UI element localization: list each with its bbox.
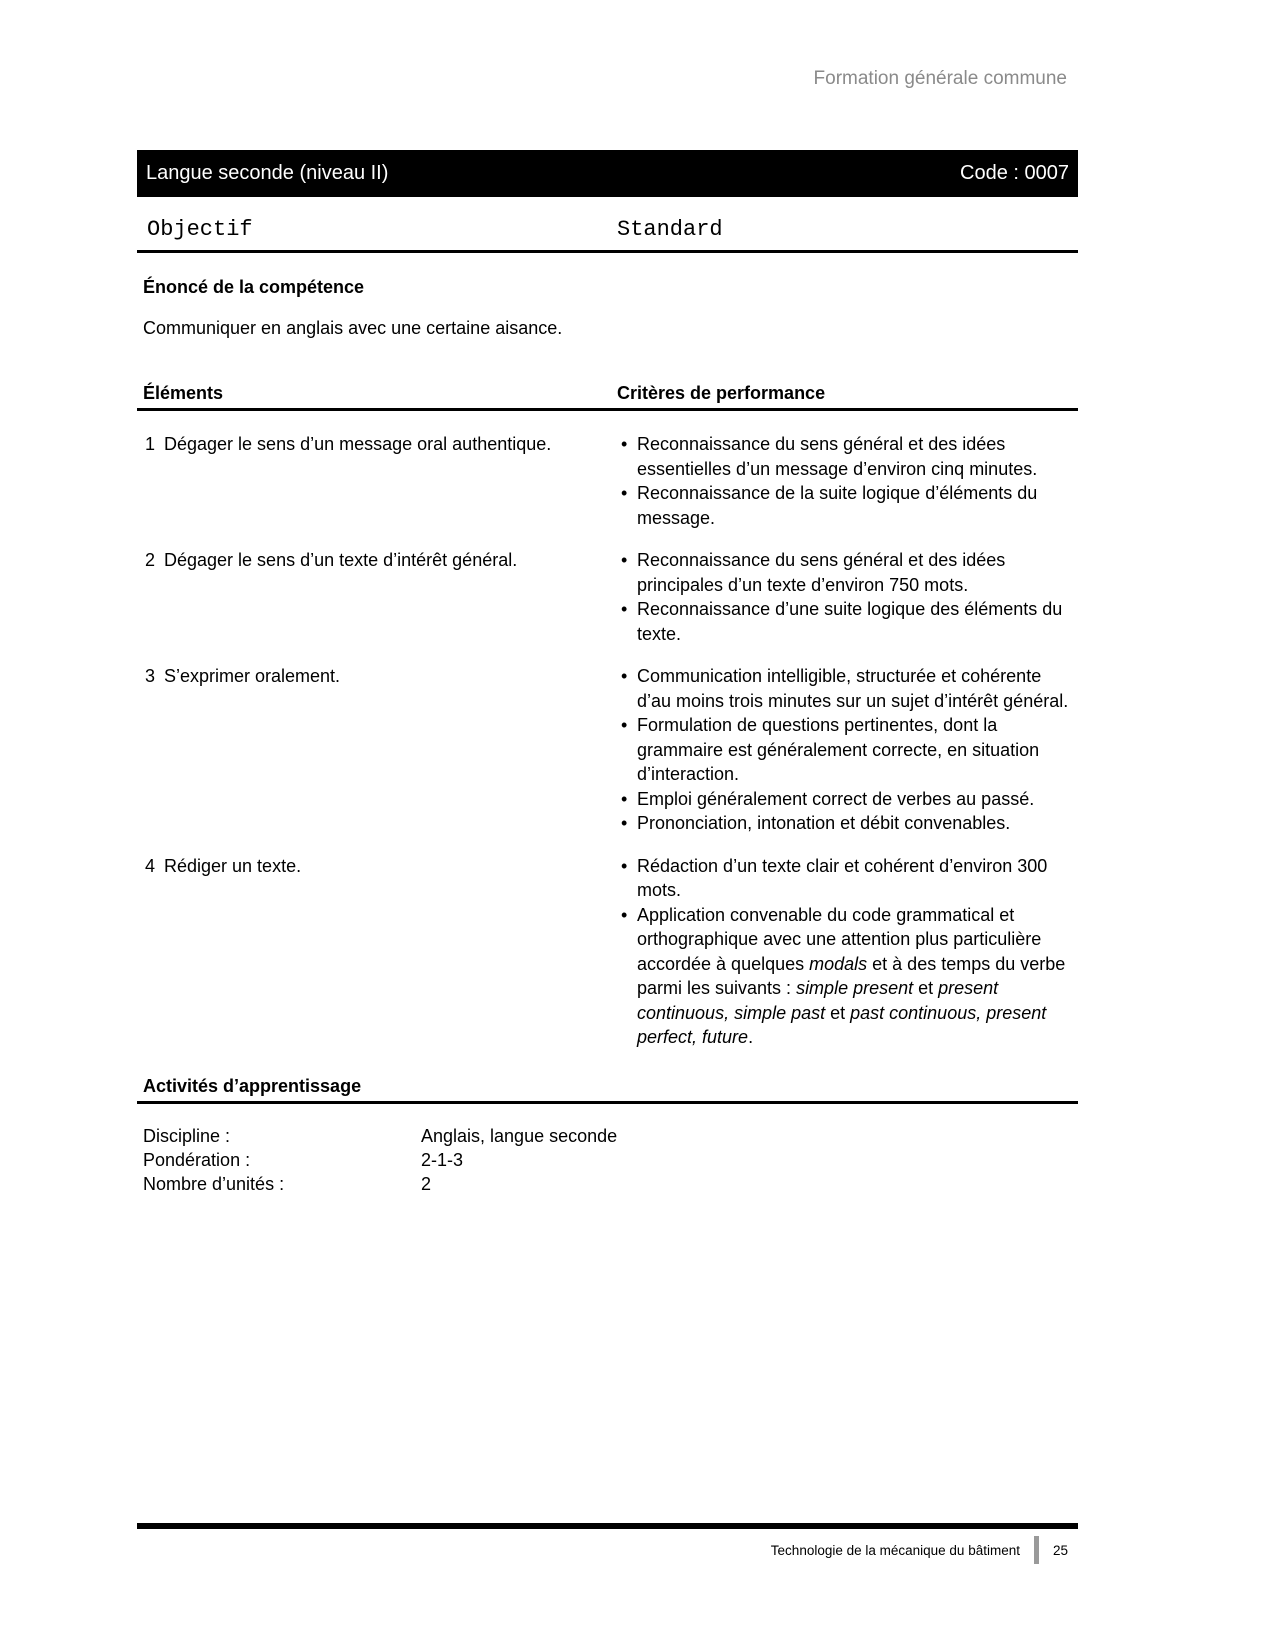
course-banner: [137, 150, 1078, 197]
page-content: [137, 0, 1078, 1196]
criteria-text: et: [913, 978, 939, 998]
criteria-item: [617, 432, 1078, 481]
criteria-item: [617, 903, 1078, 1050]
bullet-icon: •: [621, 550, 628, 570]
footer-program: Technologie de la mécanique du bâtiment: [770, 1542, 1020, 1558]
element-text: S’exprimer oralement.: [164, 666, 341, 686]
criteria-text: Reconnaissance du sens général et des idées essentielles d’un message d’environ cinq minutes.: [637, 434, 1038, 479]
element-number: 1: [145, 434, 156, 454]
bullet-icon: •: [621, 666, 628, 686]
criteria-text: Reconnaissance du sens général et des idées principales d’un texte d’environ 750 mots.: [637, 550, 1006, 595]
element-text: Dégager le sens d’un message oral authentique.: [164, 434, 552, 454]
bullet-icon: •: [621, 715, 628, 735]
running-header: Formation générale commune: [813, 68, 1067, 89]
footer-separator-bar: [1034, 1536, 1039, 1564]
field-value: 2-1-3: [421, 1149, 464, 1170]
criteria-text: et: [825, 1002, 851, 1023]
criteria-text: .: [748, 1027, 754, 1047]
criteria-italic-text: simple present: [796, 978, 914, 998]
criteria-list: [617, 854, 1078, 1050]
competence-statement: Communiquer en anglais avec une certaine aisance.: [143, 318, 563, 338]
criteria-text: Formulation de questions pertinentes, dont la grammaire est généralement correcte, en situation d’interaction.: [637, 715, 1040, 784]
bullet-icon: •: [621, 434, 628, 454]
criteria-item: [617, 811, 1078, 836]
elements-column-header: Éléments: [143, 383, 224, 403]
footer-page-number: 25: [1052, 1542, 1068, 1558]
criteria-list: [617, 432, 1078, 530]
element-number: 2: [145, 550, 156, 570]
activites-divider: [137, 1101, 1078, 1104]
activites-fields: [137, 1124, 1078, 1196]
criteria-text: Rédaction d’un texte clair et cohérent d’environ 300 mots.: [637, 855, 1048, 900]
top-divider: [137, 250, 1078, 253]
criteria-item: [617, 713, 1078, 787]
element-cell: [137, 854, 617, 1050]
criteria-text: Emploi généralement correct de verbes au passé.: [637, 788, 1035, 809]
criteria-item: [617, 664, 1078, 713]
criteria-text: Communication intelligible, structurée et cohérente d’au moins trois minutes sur un sujet d’intérêt général.: [637, 666, 1069, 711]
bullet-icon: •: [621, 483, 628, 503]
field-label: Nombre d’unités :: [143, 1173, 285, 1194]
table-row: [137, 432, 1078, 530]
criteria-italic-text: modals: [809, 953, 868, 974]
bullet-icon: •: [621, 599, 628, 619]
bullet-icon: •: [621, 813, 628, 833]
element-cell: [137, 432, 617, 530]
competence-heading: Énoncé de la compétence: [143, 277, 365, 297]
criteria-item: [617, 787, 1078, 812]
objectif-label: Objectif: [147, 217, 253, 242]
criteria-text: et à des temps du verbe parmi les suivants :: [637, 953, 1066, 998]
criteres-column-header: Critères de performance: [617, 383, 826, 403]
element-text: Rédiger un texte.: [164, 855, 302, 876]
criteria-italic-text: present continuous, simple past: [637, 978, 999, 1023]
field-row: [137, 1124, 1078, 1148]
element-number: 4: [145, 855, 156, 876]
criteria-text: Prononciation, intonation et débit convenables.: [637, 813, 1011, 833]
element-cell: [137, 548, 617, 646]
footer-divider: [137, 1523, 1078, 1529]
criteria-text: Reconnaissance de la suite logique d’éléments du message.: [637, 483, 1038, 528]
field-value: Anglais, langue seconde: [421, 1125, 618, 1146]
objectif-standard-row: [137, 217, 1078, 245]
criteria-text: Reconnaissance d’une suite logique des éléments du texte.: [637, 599, 1063, 644]
element-text: Dégager le sens d’un texte d’intérêt général.: [164, 550, 518, 570]
criteria-list: [617, 664, 1078, 836]
table-row: [137, 664, 1078, 836]
bullet-icon: •: [621, 904, 628, 925]
criteria-italic-text: past continuous, present perfect, future: [637, 1002, 1047, 1047]
page-footer: [137, 1523, 1078, 1564]
table-header-divider: [137, 408, 1078, 411]
standard-label: Standard: [617, 217, 723, 242]
criteria-item: [617, 597, 1078, 646]
table-row: [137, 854, 1078, 1050]
element-cell: [137, 664, 617, 836]
footer-line: [137, 1536, 1078, 1564]
bullet-icon: •: [621, 788, 628, 809]
banner-code: Code : 0007: [960, 162, 1069, 184]
field-label: Discipline :: [143, 1125, 231, 1146]
activites-heading: Activités d’apprentissage: [143, 1075, 362, 1096]
table-row: [137, 548, 1078, 646]
field-label: Pondération :: [143, 1149, 251, 1170]
field-row: [137, 1148, 1078, 1172]
table-header-row: [137, 383, 1078, 404]
criteria-item: [617, 548, 1078, 597]
elements-table-body: [137, 432, 1078, 1050]
bullet-icon: •: [621, 855, 628, 876]
field-value: 2: [421, 1173, 432, 1194]
banner-title: Langue seconde (niveau II): [146, 162, 389, 184]
field-row: [137, 1172, 1078, 1196]
element-number: 3: [145, 666, 156, 686]
criteria-item: [617, 481, 1078, 530]
criteria-item: [617, 854, 1078, 903]
criteria-text: Application convenable du code grammatical et orthographique avec une attention plus particulière accordée à quelques: [637, 904, 1042, 974]
criteria-list: [617, 548, 1078, 646]
